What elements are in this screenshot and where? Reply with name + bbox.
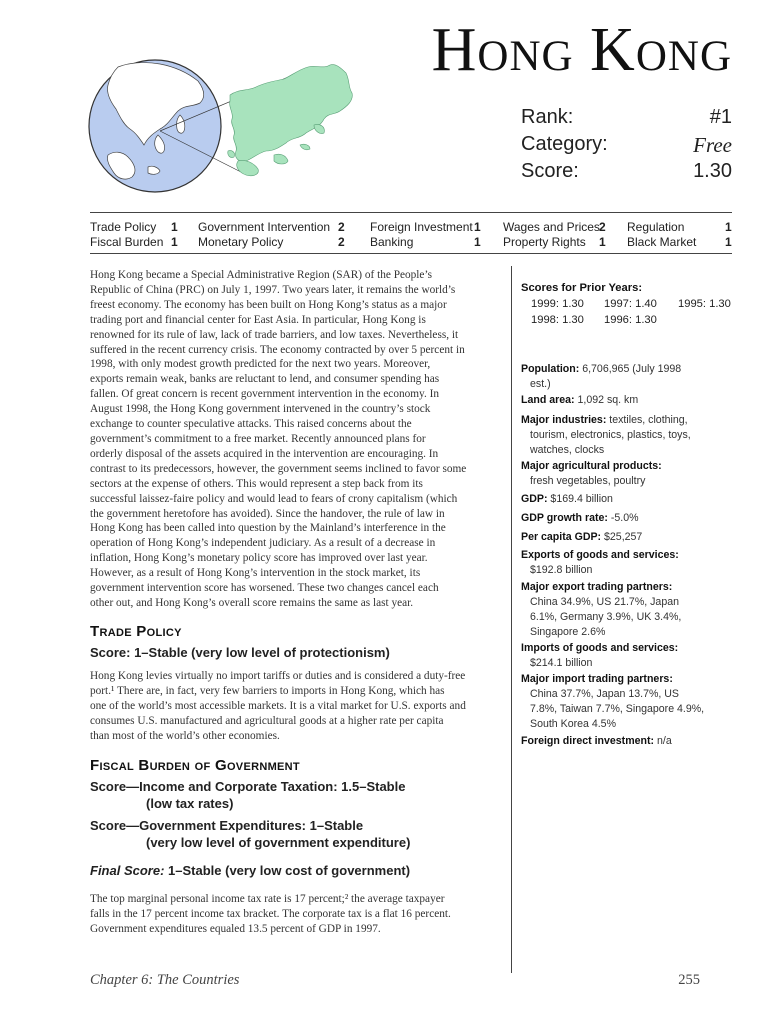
factor-score: 1 [171, 220, 178, 234]
factor-name: Trade Policy [90, 220, 157, 234]
fact-value-cont: est.) [530, 378, 551, 390]
fact-value-cont: watches, clocks [530, 444, 605, 456]
text-line: Hong Kong has been called into question by the Mainland’s interference in the [90, 522, 446, 535]
text-line: However, as a result of Hong Kong’s intervention in the stock market, its [90, 567, 421, 580]
fact-label: GDP growth rate: [521, 512, 608, 524]
score-value: 1.30 [693, 160, 732, 182]
factor-score: 1 [599, 235, 606, 249]
fact-label: Major industries: [521, 414, 607, 426]
score-label: Score: [521, 160, 579, 182]
fact-value: $192.8 billion [530, 564, 593, 576]
fact-value-cont: Singapore 2.6% [530, 626, 606, 638]
fact-export-partners [521, 580, 721, 640]
fact-value-cont: 7.8%, Taiwan 7.7%, Singapore 4.9%, [530, 703, 705, 715]
text-line: inflation, Hong Kong’s monetary policy score has improved over last year. [90, 552, 428, 565]
fact-value: fresh vegetables, poultry [530, 475, 646, 487]
text-line: than most of the world’s other economies. [90, 729, 280, 742]
taxation-score-note: (low tax rates) [146, 796, 234, 811]
factor-name: Banking [370, 235, 414, 249]
factor-name: Black Market [627, 235, 697, 249]
text-line: orderly disposal of the assets acquired in the intervention are encouraging. In [90, 447, 439, 460]
fact-value: $169.4 billion [547, 493, 613, 505]
fact-population [521, 362, 721, 392]
page-number: 255 [678, 972, 700, 988]
factor-name: Monetary Policy [198, 235, 284, 249]
fact-label: Major agricultural products: [521, 460, 662, 472]
text-line: The top marginal personal income tax rate is 17 percent;² the average taxpayer [90, 893, 445, 905]
text-line: contrast to its predecessors, however, the government seems inclined to favor some [90, 462, 467, 475]
factor-name: Government Intervention [198, 220, 331, 234]
fact-industries [521, 413, 721, 458]
rank-row [521, 106, 732, 134]
prior-score-1997: 1997: 1.40 [604, 298, 657, 310]
text-line: freest economy. The economy has been built on Hong Kong’s status as a major [90, 298, 447, 311]
fact-label: Foreign direct investment: [521, 735, 655, 747]
taxation-score: Score—Income and Corporate Taxation: 1.5–Stable [90, 779, 406, 794]
factor-name: Property Rights [503, 235, 586, 249]
text-line: the government heretofore has avoided). Since the handover, the rule of law in [90, 507, 445, 520]
fact-value: China 34.9%, US 21.7%, Japan [530, 596, 679, 608]
text-line: Hong Kong levies virtually no import tariffs or duties and is considered a duty-free [90, 670, 466, 682]
table-top-rule [90, 212, 732, 213]
column-divider [511, 266, 512, 973]
fact-value: $25,257 [601, 531, 643, 543]
factor-name: Regulation [627, 220, 685, 234]
table-bottom-rule [90, 253, 732, 254]
text-line: Government expenditures equaled 13.5 percent of GDP in 1997. [90, 922, 381, 935]
text-line: port.¹ There are, in fact, very few barriers to imports in Hong Kong, which has [90, 684, 445, 697]
fact-label: Per capita GDP: [521, 531, 602, 543]
fact-label: Exports of goods and services: [521, 549, 679, 561]
text-line: other out, and Hong Kong’s overall score remains the same as last year. [90, 596, 414, 609]
fact-label: Major export trading partners: [521, 581, 673, 593]
prior-scores-heading: Scores for Prior Years: [521, 282, 643, 294]
factor-score: 2 [599, 220, 606, 234]
category-label: Category: [521, 133, 608, 155]
section-heading-fiscal-burden: Fiscal Burden of Government [90, 757, 300, 774]
prior-score-1996: 1996: 1.30 [604, 314, 657, 326]
fact-value: $214.1 billion [530, 657, 593, 669]
text-line: successful laissez-faire policy and would lead to fears of crony capitalism (which [90, 492, 458, 505]
fact-value: n/a [654, 735, 672, 747]
factor-score: 1 [474, 220, 481, 234]
rank-value: #1 [709, 106, 732, 128]
factor-name: Foreign Investment [370, 220, 473, 234]
text-line: falls in the 17 percent income tax bracket. The corporate tax is a flat 16 percent. [90, 907, 451, 920]
fact-gdp-growth [521, 511, 721, 526]
prior-score-1998: 1998: 1.30 [531, 314, 584, 326]
fact-label: Major import trading partners: [521, 673, 673, 685]
fact-value: -5.0% [607, 512, 639, 524]
intro-paragraph [90, 268, 500, 611]
fact-label: Imports of goods and services: [521, 642, 679, 654]
prior-score-1999: 1999: 1.30 [531, 298, 584, 310]
fact-label: Population: [521, 363, 580, 375]
factor-name: Fiscal Burden [90, 235, 164, 249]
fact-label: Land area: [521, 394, 575, 406]
text-line: renowned for its rule of law, lack of trade barriers, and low taxes. Nevertheless, it [90, 328, 459, 341]
text-line: fallen. Of great concern is recent government intervention in the economy. In [90, 388, 440, 401]
factor-score: 1 [725, 220, 732, 234]
fact-exports [521, 548, 721, 578]
factor-score: 2 [338, 235, 345, 249]
fact-value: textiles, clothing, [606, 414, 688, 426]
fact-per-capita-gdp [521, 530, 721, 545]
text-line: suffered in the recent currency crisis. The economy contracted by over 5 percent in [90, 343, 465, 356]
text-line: exchange to counter speculative attacks. This raised concerns about the [90, 418, 412, 431]
fact-value: 6,706,965 (July 1998 [579, 363, 682, 375]
category-row [521, 133, 732, 161]
prior-score-1995: 1995: 1.30 [678, 298, 731, 310]
score-row [521, 160, 732, 188]
factor-score: 1 [725, 235, 732, 249]
footer-chapter: Chapter 6: The Countries [90, 972, 240, 988]
section-heading-trade-policy: Trade Policy [90, 623, 182, 640]
factor-score: 1 [171, 235, 178, 249]
expenditure-score: Score—Government Expenditures: 1–Stable [90, 818, 364, 833]
fact-value: 1,092 sq. km [574, 394, 639, 406]
fact-value-cont: South Korea 4.5% [530, 718, 616, 730]
factor-score: 2 [338, 220, 345, 234]
fiscal-paragraph [90, 892, 500, 937]
fact-import-partners [521, 672, 721, 732]
text-line: August 1998, the Hong Kong government intervened in the country’s stock [90, 403, 431, 416]
fact-value: China 37.7%, Japan 13.7%, US [530, 688, 679, 700]
final-score [90, 863, 410, 878]
text-line: trading port and financial center for East Asia. In particular, Hong Kong is [90, 313, 426, 326]
trade-paragraph [90, 669, 500, 744]
text-line: one of the world’s most accessible markets. It is a vital market for U.S. exports and [90, 699, 466, 712]
text-line: Republic of China (PRC) on July 1, 1997. Two years later, it remains the world’s [90, 283, 456, 296]
fact-label: GDP: [521, 493, 548, 505]
fact-agriculture [521, 459, 721, 489]
text-line: Hong Kong became a Special Administrative Region (SAR) of the People’s [90, 269, 432, 281]
fact-gdp [521, 492, 721, 507]
text-line: 1998, with only modest growth predicted for the next two years. Moreover, [90, 358, 431, 371]
rank-label: Rank: [521, 106, 574, 128]
map-illustration [88, 55, 360, 205]
fact-land-area [521, 393, 721, 408]
fact-value-cont: tourism, electronics, plastics, toys, [530, 429, 691, 441]
factor-score: 1 [474, 235, 481, 249]
fact-imports [521, 641, 721, 671]
country-title: Hong Kong [431, 16, 732, 84]
fact-value-cont: 6.1%, Germany 3.9%, UK 3.4%, [530, 611, 682, 623]
text-line: government’s commitment to a free market. Recently announced plans for [90, 432, 426, 445]
final-score-value: 1–Stable (very low cost of government) [164, 863, 411, 878]
final-score-label: Final Score: [90, 863, 165, 878]
text-line: exports remain weak, banks are reluctant to lend, and consumer spending has [90, 373, 440, 386]
factor-name: Wages and Prices [503, 220, 600, 234]
text-line: sectors at the expense of others. This would represent a step back from its [90, 477, 423, 490]
fact-fdi [521, 734, 721, 749]
category-value: Free [693, 133, 732, 157]
trade-score: Score: 1–Stable (very low level of protectionism) [90, 645, 390, 660]
text-line: consumes U.S. manufactured and agricultural goods at a higher rate per capita [90, 714, 444, 727]
text-line: government intervention score has worsened. These two changes cancel each [90, 582, 439, 595]
text-line: operation of Hong Kong’s independent judiciary. As a result of a decrease in [90, 537, 436, 550]
hong-kong-map-icon [228, 65, 353, 176]
expenditure-score-note: (very low level of government expenditure) [146, 835, 411, 850]
